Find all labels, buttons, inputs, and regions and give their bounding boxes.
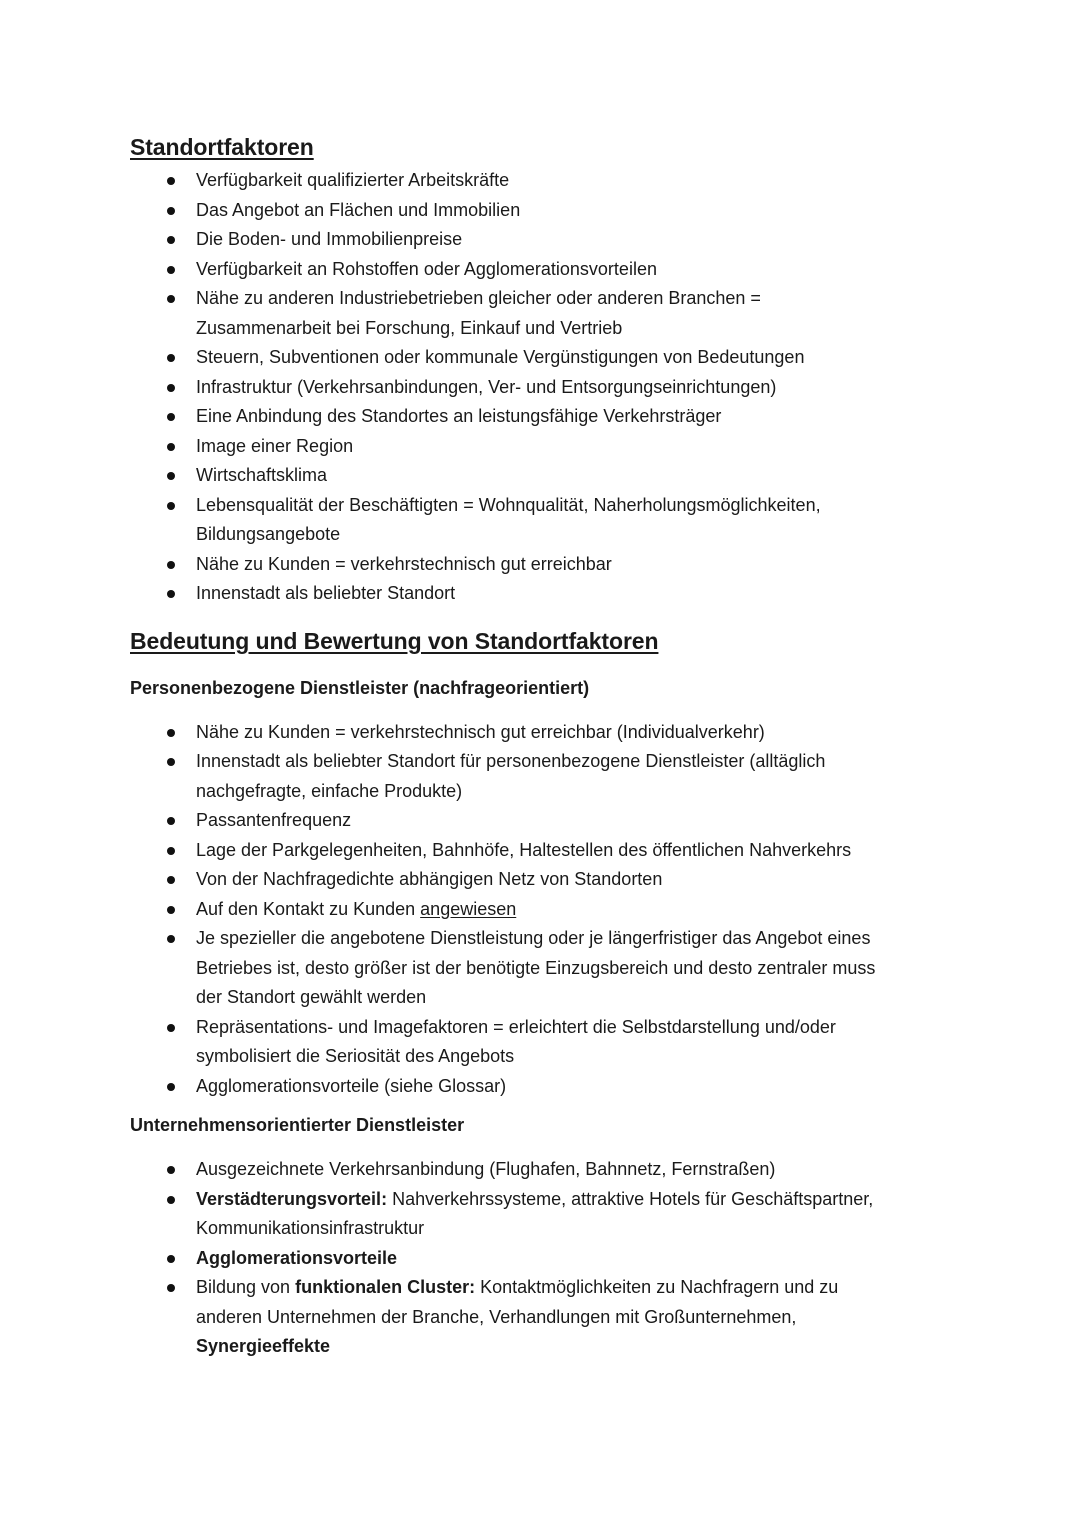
subsection-title-personenbezogen: Personenbezogene Dienstleister (nachfrageorientiert) xyxy=(130,677,590,698)
list-item: Auf den Kontakt zu Kunden angewiesen xyxy=(130,895,960,925)
bullet-icon xyxy=(167,847,175,855)
list-item: Infrastruktur (Verkehrsanbindungen, Ver- und Entsorgungseinrichtungen) xyxy=(130,373,960,403)
list-item: Von der Nachfragedichte abhängigen Netz von Standorten xyxy=(130,865,960,895)
standortfaktoren-list xyxy=(130,166,960,609)
bullet-icon xyxy=(167,354,175,362)
personenbezogen-list xyxy=(130,718,960,1102)
section-title-bedeutung: Bedeutung und Bewertung von Standortfaktoren xyxy=(130,627,659,654)
bullet-icon xyxy=(167,590,175,598)
bullet-icon xyxy=(167,1024,175,1032)
bullet-icon xyxy=(167,906,175,914)
list-item: Bildung von funktionalen Cluster: Kontaktmöglichkeiten zu Nachfragern und zu anderen Unternehmen der Branche, Verhandlungen mit Großunternehmen, Synergieeffekte xyxy=(130,1273,960,1362)
bullet-icon xyxy=(167,502,175,510)
list-item: Agglomerationsvorteile (siehe Glossar) xyxy=(130,1072,960,1102)
list-item: Je spezieller die angebotene Dienstleistung oder je längerfristiger das Angebot eines Betriebes ist, desto größer ist der benötigte Einzugsbereich und desto zentraler muss der Standort gewählt werden xyxy=(130,924,960,1013)
list-item: Verfügbarkeit qualifizierter Arbeitskräfte xyxy=(130,166,960,196)
bullet-icon xyxy=(167,935,175,943)
bullet-icon xyxy=(167,817,175,825)
list-item: Eine Anbindung des Standortes an leistungsfähige Verkehrsträger xyxy=(130,402,960,432)
bullet-icon xyxy=(167,729,175,737)
list-item: Nähe zu Kunden = verkehrstechnisch gut erreichbar xyxy=(130,550,960,580)
section-title-standortfaktoren: Standortfaktoren xyxy=(130,134,314,160)
list-item: Repräsentations- und Imagefaktoren = erleichtert die Selbstdarstellung und/oder symbolisiert die Seriosität des Angebots xyxy=(130,1013,960,1072)
subsection-title-unternehmensorientiert: Unternehmensorientierter Dienstleister xyxy=(130,1115,465,1135)
list-item: Verstädterungsvorteil: Nahverkehrssysteme, attraktive Hotels für Geschäftspartner, Kommunikationsinfrastruktur xyxy=(130,1185,960,1244)
bullet-icon xyxy=(167,384,175,392)
bullet-icon xyxy=(167,1196,175,1204)
bullet-icon xyxy=(167,1083,175,1091)
bullet-icon xyxy=(167,1255,175,1263)
list-item: Passantenfrequenz xyxy=(130,806,960,836)
bullet-icon xyxy=(167,207,175,215)
bullet-icon xyxy=(167,177,175,185)
bullet-icon xyxy=(167,561,175,569)
list-item: Innenstadt als beliebter Standort für personenbezogene Dienstleister (alltäglich nachgefragte, einfache Produkte) xyxy=(130,747,960,806)
list-item: Image einer Region xyxy=(130,432,960,462)
list-item: Nähe zu anderen Industriebetrieben gleicher oder anderen Branchen = Zusammenarbeit bei Forschung, Einkauf und Vertrieb xyxy=(130,284,960,343)
bullet-icon xyxy=(167,413,175,421)
document-page xyxy=(130,131,960,1362)
list-item: Steuern, Subventionen oder kommunale Vergünstigungen von Bedeutungen xyxy=(130,343,960,373)
bullet-icon xyxy=(167,236,175,244)
list-item: Verfügbarkeit an Rohstoffen oder Agglomerationsvorteilen xyxy=(130,255,960,285)
bullet-icon xyxy=(167,266,175,274)
unternehmensorientiert-list xyxy=(130,1155,960,1362)
list-item: Wirtschaftsklima xyxy=(130,461,960,491)
list-item: Lebensqualität der Beschäftigten = Wohnqualität, Naherholungsmöglichkeiten, Bildungsangebote xyxy=(130,491,960,550)
list-item: Ausgezeichnete Verkehrsanbindung (Flughafen, Bahnnetz, Fernstraßen) xyxy=(130,1155,960,1185)
bullet-icon xyxy=(167,758,175,766)
list-item: Das Angebot an Flächen und Immobilien xyxy=(130,196,960,226)
bullet-icon xyxy=(167,876,175,884)
list-item: Nähe zu Kunden = verkehrstechnisch gut erreichbar (Individualverkehr) xyxy=(130,718,960,748)
bullet-icon xyxy=(167,443,175,451)
list-item: Lage der Parkgelegenheiten, Bahnhöfe, Haltestellen des öffentlichen Nahverkehrs xyxy=(130,836,960,866)
bullet-icon xyxy=(167,472,175,480)
list-item: Innenstadt als beliebter Standort xyxy=(130,579,960,609)
list-item: Die Boden- und Immobilienpreise xyxy=(130,225,960,255)
bullet-icon xyxy=(167,295,175,303)
bullet-icon xyxy=(167,1166,175,1174)
underlined-word: angewiesen xyxy=(420,898,517,919)
list-item: Agglomerationsvorteile xyxy=(130,1244,960,1274)
bullet-icon xyxy=(167,1284,175,1292)
